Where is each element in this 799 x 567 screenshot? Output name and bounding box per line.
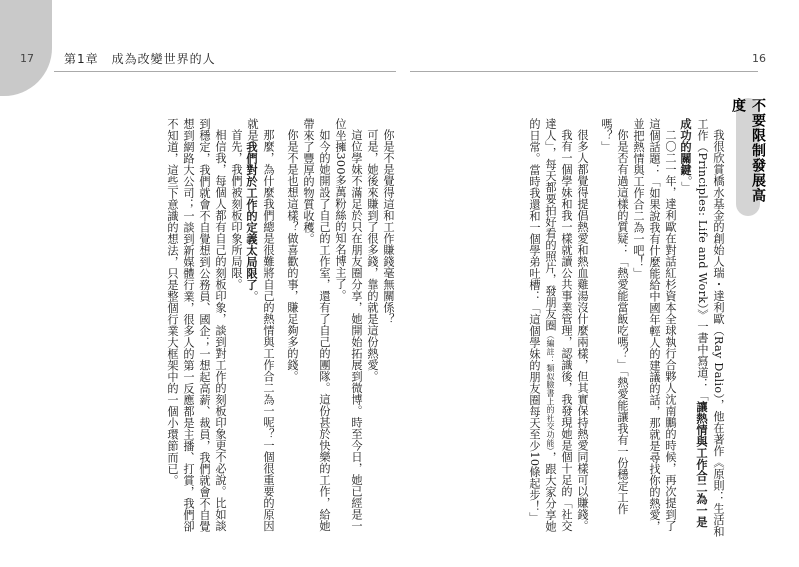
text-run: 我有一個學妹和我一樣就讀公共事業管理，認識後，我發現她是個十足的「社交達人」，每天都要拍好看的照片，發朋友圈 bbox=[544, 118, 573, 532]
text-run: ，跟大家分享她的日常。當時我還和一個學弟吐槽：「這個學妹的朋友圈每天至少10條起步！」 bbox=[528, 118, 557, 532]
paragraph: 二〇二一年，達利歐在對話紅杉資本全球執行合夥人沈南鵬的時候，再次提到了這個話題：「如果說我有什麼能給中國年輕人的建議的話，那就是尋找你的熱愛，並把熱情與工作合二為一吧！」 bbox=[632, 118, 677, 532]
right-page-number: 16 bbox=[752, 52, 766, 65]
paragraph: 可是，她後來賺到了很多錢，靠的就是這份熱愛。 bbox=[366, 129, 379, 383]
paragraph: 你是否有過這樣的質疑：「熱愛能當飯吃嗎？」「熱愛能讓我有一份穩定工作嗎？」 bbox=[600, 118, 629, 515]
left-page-number-tab bbox=[0, 0, 52, 96]
right-page-body bbox=[420, 118, 726, 538]
section-heading-box bbox=[730, 98, 766, 216]
paragraph bbox=[526, 118, 574, 538]
text-run: 那麼，為什麼我們總是很難將自己的熱情與工作合二為一呢？一個很重要的原因就是 bbox=[246, 118, 275, 532]
text-run: 。 bbox=[246, 290, 259, 302]
text-run: 我很欣賞橋水基金的創始人瑞・達利歐（Ray Dalio），他在著作《原則：生活和工作（Principles: Life and Work）》一書中寫道：「 bbox=[696, 118, 725, 538]
chapter-title: 第1章 成為改變世界的人 bbox=[64, 52, 216, 66]
left-page-number: 17 bbox=[20, 52, 34, 65]
section-heading: 不要限制發展高度 bbox=[730, 98, 766, 203]
text-run: 。」 bbox=[680, 175, 693, 193]
paragraph bbox=[678, 118, 726, 538]
paragraph: 如今的她開設了自己的工作室，還有了自己的團隊。這份甚於快樂的工作，給她帶來了豐厚的物質收穫。 bbox=[302, 118, 331, 532]
left-page-body bbox=[60, 118, 396, 538]
paragraph bbox=[244, 118, 276, 538]
header-rule-left bbox=[54, 71, 396, 72]
paragraph: 相信我，每個人都有自己的刻板印象，談到對工作的刻板印象更不必說。比如談到穩定，我們就會不自覺想到公務員、國企；一想起高薪、裁員，我們就會不自覺想到網路大公司；一談到新媒體行業，很多人的第一反應都是主播、打賞，我們卻不知道，這些下意識的想法，只是整個行業大框架中的一個小環節而已。 bbox=[166, 118, 227, 532]
paragraph: 首先，我們被刻板印象所局限。 bbox=[230, 129, 243, 291]
bold-phrase: 我們對於工作的定義太局限了 bbox=[245, 141, 259, 291]
header-rule-right bbox=[410, 71, 758, 72]
paragraph: 你是不是也想這樣？做喜歡的事，賺足夠多的錢。 bbox=[286, 129, 299, 383]
bold-quote: 讓熱情與工作合二為一是成功的關鍵 bbox=[679, 118, 709, 528]
paragraph: 這位學妹不滿足於只在朋友圈分享，她開始拓展到微博。時至今日，她已經是一位坐擁300多萬粉絲的知名博主了。 bbox=[334, 118, 363, 532]
page-header bbox=[0, 0, 799, 100]
paragraph: 你是不是覺得這和工作賺錢毫無關係？ bbox=[382, 129, 395, 325]
editor-note: （編註：類似臉書上的社交功能） bbox=[546, 330, 555, 452]
paragraph: 很多人都覺得提倡熱愛和熱血雞湯沒什麼兩樣，但其實保持熱愛同樣可以賺錢。 bbox=[576, 129, 589, 532]
